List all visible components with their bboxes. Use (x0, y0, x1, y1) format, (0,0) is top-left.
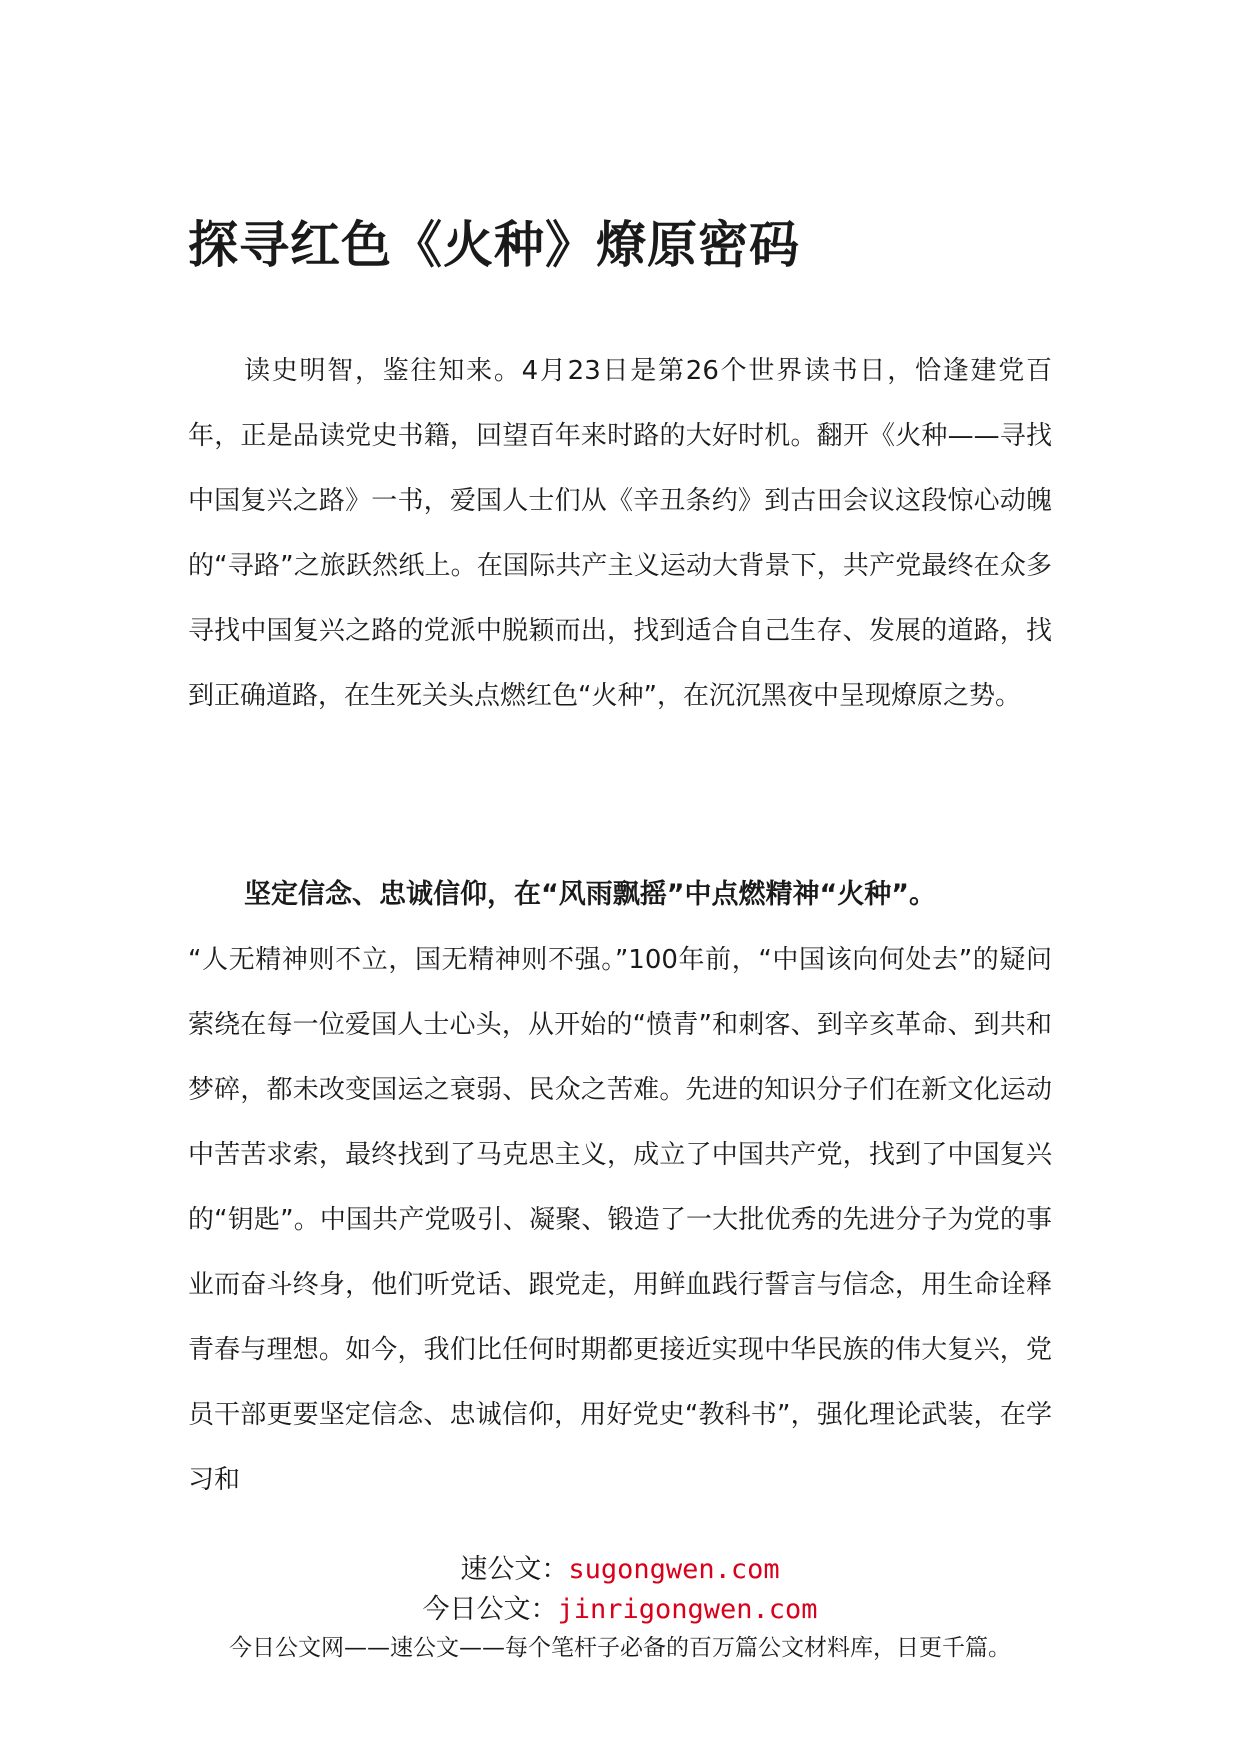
sugongwen-link[interactable]: sugongwen.com (568, 1554, 780, 1585)
footer-line-sugongwen (0, 1550, 1240, 1590)
jinrigongwen-link[interactable]: jinrigongwen.com (557, 1594, 818, 1625)
intro-paragraph-block (188, 339, 1052, 729)
intro-paragraph: 读史明智，鉴往知来。4月23日是第26个世界读书日，恰逢建党百年，正是品读党史书籍，回望百年来时路的大好时机。翻开《火种——寻找中国复兴之路》一书，爱国人士们从《辛丑条约》到古田会议这段惊心动魄的“寻路”之旅跃然纸上。在国际共产主义运动大背景下，共产党最终在众多寻找中国复兴之路的党派中脱颖而出，找到适合自己生存、发展的道路，找到正确道路，在生死关头点燃红色“火种”，在沉沉黑夜中呈现燎原之势。 (188, 356, 1052, 711)
footer-slogan: 今日公文网——速公文——每个笔杆子必备的百万篇公文材料库，日更千篇。 (229, 1635, 1011, 1661)
section-paragraph: “人无精神则不立，国无精神则不强。”100年前，“中国该向何处去”的疑问萦绕在每一位爱国人士心头，从开始的“愤青”和刺客、到辛亥革命、到共和梦碎，都未改变国运之衰弱、民众之苦难。先进的知识分子们在新文化运动中苦苦求索，最终找到了马克思主义，成立了中国共产党，找到了中国复兴的“钥匙”。中国共产党吸引、凝聚、锻造了一大批优秀的先进分子为党的事业而奋斗终身，他们听党话、跟党走，用鲜血践行誓言与信念，用生命诠释青春与理想。如今，我们比任何时期都更接近实现中华民族的伟大复兴，党员干部更要坚定信念、忠诚信仰，用好党史“教科书”，强化理论武装，在学习和 (188, 945, 1052, 1495)
footer-line-jinrigongwen (0, 1590, 1240, 1630)
footer-label-jinrigongwen: 今日公文： (422, 1594, 558, 1625)
footer-label-sugongwen: 速公文： (460, 1554, 569, 1585)
section-heading: 坚定信念、忠诚信仰，在“风雨飘摇”中点燃精神“火种”。 (244, 879, 936, 910)
document-title: 探寻红色《火种》燎原密码 (188, 215, 800, 274)
section-paragraph-block (188, 928, 1052, 1513)
